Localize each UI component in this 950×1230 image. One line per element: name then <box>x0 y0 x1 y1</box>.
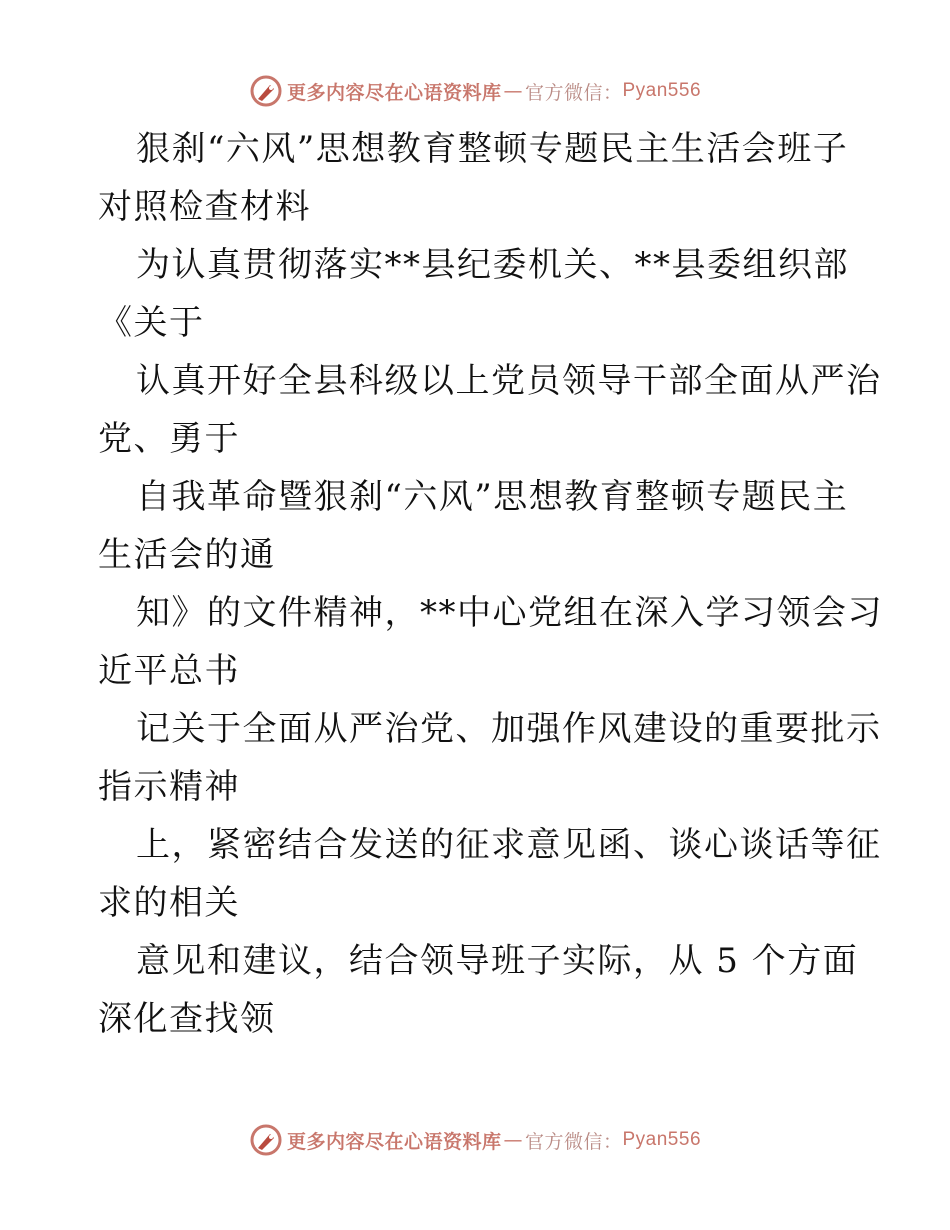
doc-line-14: 求的相关 <box>98 883 240 923</box>
watermark-separator: — <box>503 80 523 102</box>
watermark-wechat-id: Pyan556 <box>622 1129 702 1150</box>
pen-nib-circle-icon <box>249 74 283 108</box>
doc-line-5: 认真开好全县科级以上党员领导干部全面从严治 <box>136 361 882 401</box>
header-watermark <box>0 71 950 111</box>
doc-line-12: 指示精神 <box>98 767 240 807</box>
watermark-brand: 更多内容尽在心语资料库 <box>286 1130 502 1153</box>
doc-line-1: 狠刹“六风”思想教育整顿专题民主生活会班子 <box>136 129 849 169</box>
doc-line-15: 意见和建议，结合领导班子实际，从 5 个方面 <box>136 941 859 981</box>
doc-line-2: 对照检查材料 <box>98 187 311 227</box>
watermark-label: 官方微信： <box>524 1130 623 1153</box>
doc-line-6: 党、勇于 <box>98 419 240 459</box>
watermark-separator: — <box>503 1129 523 1151</box>
watermark-wechat-id: Pyan556 <box>622 80 702 101</box>
doc-line-3: 为认真贯彻落实**县纪委机关、**县委组织部 <box>136 245 849 285</box>
doc-line-16: 深化查找领 <box>98 999 276 1039</box>
watermark-brand: 更多内容尽在心语资料库 <box>286 81 502 104</box>
doc-line-13: 上，紧密结合发送的征求意见函、谈心谈话等征 <box>136 825 882 865</box>
footer-watermark <box>0 1120 950 1160</box>
doc-line-9: 知》的文件精神，**中心党组在深入学习领会习 <box>136 593 883 633</box>
doc-line-7: 自我革命暨狠刹“六风”思想教育整顿专题民主 <box>136 477 849 517</box>
document-body <box>98 120 883 1048</box>
doc-line-10: 近平总书 <box>98 651 240 691</box>
doc-line-11: 记关于全面从严治党、加强作风建设的重要批示 <box>136 709 882 749</box>
doc-line-8: 生活会的通 <box>98 535 276 575</box>
pen-nib-circle-icon <box>249 1123 283 1157</box>
doc-line-4: 《关于 <box>98 303 205 343</box>
watermark-label: 官方微信： <box>524 81 623 104</box>
